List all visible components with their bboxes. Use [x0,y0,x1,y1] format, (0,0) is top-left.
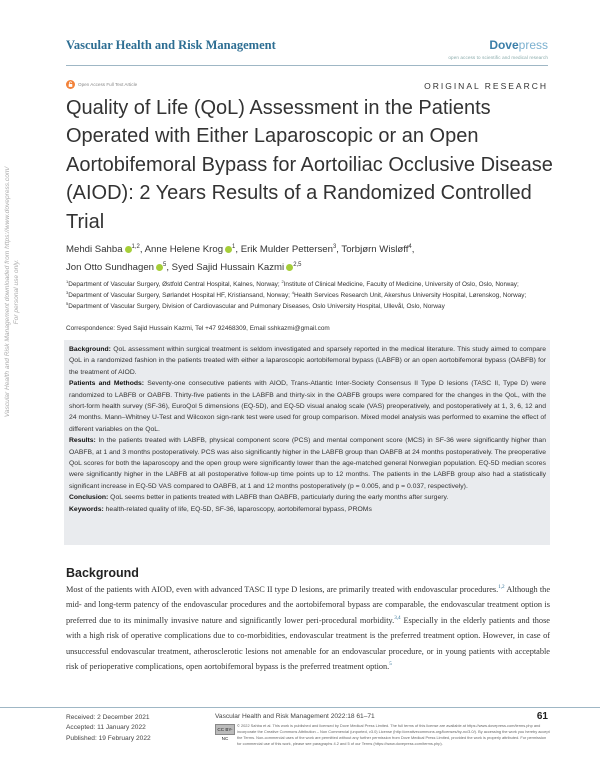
accepted-date: Accepted: 11 January 2022 [66,724,146,732]
citation: Vascular Health and Risk Management 2022:18 61–71 [215,713,375,720]
header-divider [66,65,548,66]
abstract-methods: Patients and Methods: Seventy-one consecutive patients with AIOD, Trans-Atlantic Inter-Society Consensus II Type D lesions (TASC II, Type D) were randomized to LABFB or OABFB. Thirty-five patients in the LABFB and thirty-six in the OABFB groups were compared for the changes in the QoL, with the short-form health survey (SF-36), EuroQol 5 dimensions (EQ-5D), and EQ-5D visual analog scale (VAS) preoperatively, and postoperatively at 1, 3, 6, 12 and 24 months. Mann–Whitney U-Test and Wilcoxon sign-rank test were used for group comparison. Mixed model analysis was performed to examine the effect of different variables on the QoL. [69,380,546,433]
abstract-results: Results: In the patients treated with LABFB, physical component score (PCS) and mental component score (MCS) in SF-36 were significantly higher than OABFB, at 1 and 3 months postoperatively. PCS was also significantly higher in the LABFB group than OABFB at 24 months postoperatively. The preoperative QoL scores for both the laparoscopy and the open group were significantly lower than the age-matched general Norwegian population. EQ-5D median scores were significantly higher in the LABFB at all postoperative follow-up time points up to 12 months. The patients in the LABFB group also had a statistically significant increase in EQ-5D VAS compared to OABFB, at 1 and 12 months postoperatively (p = 0.005, and p = 0.037, respectively). [69,437,546,490]
footer-divider [0,707,600,708]
journal-name[interactable]: Vascular Health and Risk Management [66,38,276,52]
orcid-icon[interactable] [125,246,132,253]
author-list: Mehdi Sahba $^{1,2}$, Anne Helene Krog $^1$, Erik Mulder Pettersen$^3$, Torbjørn Wisløff$^4$, Jon Otto Sundhagen $^5$, Syed Sajid Hussain Kazmi $^{2,5}$ [66,243,415,273]
license-text: © 2022 Sahba et al. This work is published and licensed by Dove Medical Press Limited. The full terms of this license are available at https://www.dovepress.com/terms.php and incorporate the Creative Commons Attribution – Non Commercial (unported, v3.0) License (http://creativecommons.org/licenses/by-nc/3.0/). By accessing the work you hereby accept the Terms. Non-commercial uses of the work are permitted without any further permission from Dove Medical Press Limited, provided the work is properly attributed. For permission for commercial use of this work, please see paragraphs 4.2 and 5 of our Terms (https://www.dovepress.com/terms.php). [237,723,550,746]
abstract [69,344,546,515]
abstract-background: Background: QoL assessment within surgical treatment is seldom investigated and sparsely reported in the medical literature. This study aimed to compare QoL in a randomized fashion in the patients treated with either a laparoscopic aortobifemoral bypass (LABFB) or an open aortobifemoral bypass (OABFB) for the treatment of AIOD. [69,346,546,376]
publisher-logo-main: Dove [489,38,519,52]
received-date: Received: 2 December 2021 [66,714,150,721]
open-access-label: Open Access Full Text Article [78,82,138,87]
section-type: ORIGINAL RESEARCH [424,81,548,91]
orcid-icon[interactable] [156,264,163,271]
article-dates [66,713,151,744]
publisher-logo-suffix: press [518,38,548,52]
reference-link[interactable]: 3,4 [394,615,401,622]
license-badge[interactable]: CC BY-NC [215,724,235,735]
author[interactable]: Erik Mulder Pettersen$^3$ [240,243,337,255]
correspondence: Correspondence: Syed Sajid Hussain Kazmi, Tel +47 92468309, Email sshkazmi@gmail.com [66,325,330,332]
abstract-conclusion: Conclusion: QoL seems better in patients treated with LABFB than OABFB, particularly during the early months after surgery. [69,494,449,502]
section-heading: Background [66,566,139,580]
author[interactable]: Syed Sajid Hussain Kazmi $^{2,5}$ [171,261,302,273]
affiliations: $^1$Department of Vascular Surgery, Østfold Central Hospital, Kalnes, Norway; $^2$Institute of Clinical Medicine, Faculty of Medicine, University of Oslo, Oslo, Norway; $^3$Department of Vascular Surgery, Sørlandet Hospital HF, Kristiansand, Norway; $^4$Health Services Research Unit, Akershus University Hospital, Lørenskog, Norway; $^5$Department of Vascular Surgery, Division of Cardiovascular and Pulmonary Diseases, Oslo University Hospital, Ullevål, Oslo, Norway [66,278,527,311]
author[interactable]: Torbjørn Wisløff$^4$ [341,243,412,255]
open-access-line [66,80,137,89]
open-access-lock-icon [66,80,75,89]
author[interactable]: Mehdi Sahba $^{1,2}$ [66,243,140,255]
reference-link[interactable]: 5 [389,661,392,668]
author[interactable]: Anne Helene Krog $^1$ [144,243,236,255]
publisher-tagline: open access to scientific and medical research [448,55,548,60]
orcid-icon[interactable] [225,246,232,253]
abstract-keywords: Keywords: health-related quality of life, EQ-5D, SF-36, laparoscopy, aortobifemoral bypass, PROMs [69,505,372,513]
article-title: Quality of Life (QoL) Assessment in the Patients Operated with Either Laparoscopic or an Open Aortobifemoral Bypass for Aortoiliac Occlusive Disease (AIOD): 2 Years Results of a Randomized Controlled Trial [66,97,553,233]
published-date: Published: 19 February 2022 [66,734,151,742]
publisher-logo[interactable] [489,38,548,52]
reference-link[interactable]: 1,2 [498,584,505,591]
download-watermark: Vascular Health and Risk Management downloaded from https://www.dovepress.com/ For personal use only. [4,166,20,418]
page-number: 61 [536,711,548,722]
body-text: Most of the patients with AIOD, even with advanced TASC II type D lesions, are primarily treated with endovascular procedures.$^{1,2}$ Although the mid- and long-term patency of the endovascular procedures and the aortobifemoral bypass are comparable, the endovascular treatment option is preferred due to its minimally invasive nature and significantly lower peri-procedural morbidity.$^{3,4}$ Especially in the elderly patients and those with a high risk of operative complications due to co-morbidities, endovascular treatment is the preferred treatment option. However, in case of unsuccessful endovascular treatment, atherosclerotic lesions not amenable for an endovascular procedure, or in young patients with acceptable risk of perioperative complications, open aortobifemoral bypass is the preferred treatment option.$^5$ [66,584,551,672]
author[interactable]: Jon Otto Sundhagen $^5$ [66,261,167,273]
